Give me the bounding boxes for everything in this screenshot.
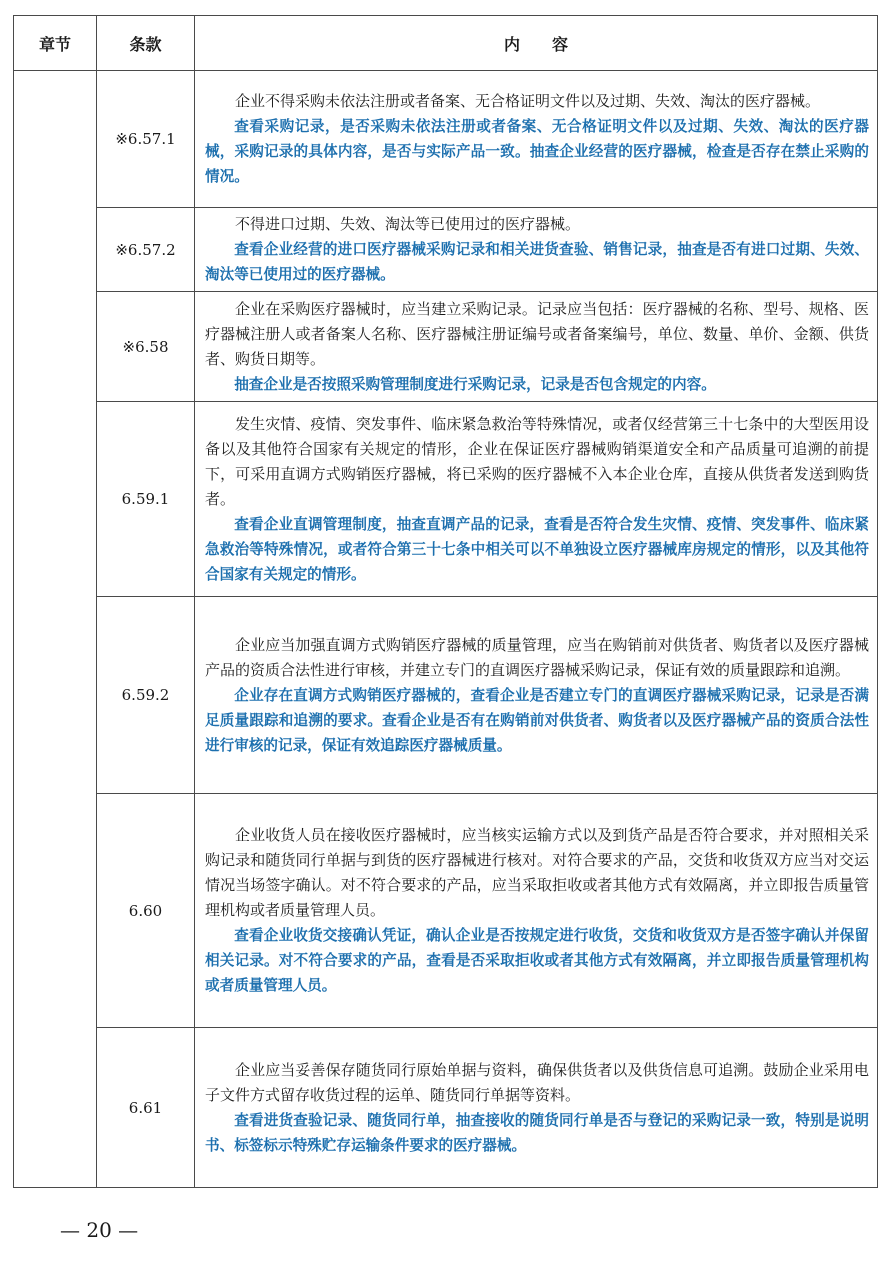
- requirement-text: 企业收货人员在接收医疗器械时，应当核实运输方式以及到货产品是否符合要求，并对照相关采购记录和随货同行单据与到货的医疗器械进行核对。对符合要求的产品，交货和收货双方应当对交运情况当场签字确认。对不符合要求的产品，应当采取拒收或者其他方式有效隔离，并立即报告质量管理机构或者质量管理人员。: [205, 826, 869, 919]
- table-row: [14, 402, 878, 597]
- inspection-text: 抽查企业是否按照采购管理制度进行采购记录，记录是否包含规定的内容。: [234, 375, 716, 393]
- content-cell: [195, 71, 878, 208]
- requirement-text: 企业不得采购未依法注册或者备案、无合格证明文件以及过期、失效、淘汰的医疗器械。: [235, 92, 821, 110]
- clause-number: ※6.57.2: [97, 208, 195, 292]
- clause-number: 6.59.2: [97, 597, 195, 794]
- table-row: [14, 292, 878, 402]
- inspection-text: 查看采购记录，是否采购未依法注册或者备案、无合格证明文件以及过期、失效、淘汰的医疗器械，采购记录的具体内容，是否与实际产品一致。抽查企业经营的医疗器械，检查是否存在禁止采购的情况。: [205, 118, 869, 185]
- requirement-text: 发生灾情、疫情、突发事件、临床紧急救治等特殊情况，或者仅经营第三十七条中的大型医用设备以及其他符合国家有关规定的情形，企业在保证医疗器械购销渠道安全和产品质量可追溯的前提下，可采用直调方式购销医疗器械，将已采购的医疗器械不入本企业仓库，直接从供货者发送到购货者。: [205, 414, 869, 508]
- content-cell: [195, 794, 878, 1028]
- content-cell: [195, 402, 878, 597]
- inspection-text: 查看企业经营的进口医疗器械采购记录和相关进货查验、销售记录，抽查是否有进口过期、失效、淘汰等已使用过的医疗器械。: [205, 241, 869, 283]
- content-cell: [195, 597, 878, 794]
- table-row: [14, 71, 878, 208]
- clause-number: ※6.57.1: [97, 71, 195, 208]
- requirement-text: 企业应当加强直调方式购销医疗器械的质量管理，应当在购销前对供货者、购货者以及医疗器械产品的资质合法性进行审核，并建立专门的直调医疗器械采购记录，保证有效的质量跟踪和追溯。: [205, 635, 869, 679]
- header-clause: 条款: [97, 16, 195, 71]
- requirement-text: 企业应当妥善保存随货同行原始单据与资料，确保供货者以及供货信息可追溯。鼓励企业采用电子文件方式留存收货过程的运单、随货同行单据等资料。: [205, 1060, 869, 1104]
- requirement-text: 不得进口过期、失效、淘汰等已使用过的医疗器械。: [235, 215, 581, 233]
- content-cell: [195, 1028, 878, 1188]
- table-row: [14, 1028, 878, 1188]
- inspection-text: 查看企业直调管理制度，抽查直调产品的记录，查看是否符合发生灾情、疫情、突发事件、临床紧急救治等特殊情况，或者符合第三十七条中相关可以不单独设立医疗器械库房规定的情形，以及其他符合国家有关规定的情形。: [205, 515, 869, 583]
- inspection-text: 查看企业收货交接确认凭证，确认企业是否按规定进行收货，交货和收货双方是否签字确认并保留相关记录。对不符合要求的产品，查看是否采取拒收或者其他方式有效隔离，并立即报告质量管理机构或者质量管理人员。: [205, 927, 869, 994]
- clause-number: 6.61: [97, 1028, 195, 1188]
- chapter-cell: [14, 71, 97, 1188]
- requirement-text: 企业在采购医疗器械时，应当建立采购记录。记录应当包括：医疗器械的名称、型号、规格、医疗器械注册人或者备案人名称、医疗器械注册证编号或者备案编号，单位、数量、单价、金额、供货者、购货日期等。: [205, 299, 869, 368]
- table-row: [14, 597, 878, 794]
- table-row: [14, 794, 878, 1028]
- page-number: — 20 —: [60, 1218, 139, 1242]
- content-cell: [195, 208, 878, 292]
- inspection-text: 查看进货查验记录、随货同行单，抽查接收的随货同行单是否与登记的采购记录一致，特别是说明书、标签标示特殊贮存运输条件要求的医疗器械。: [205, 1111, 869, 1154]
- table-header-row: [14, 16, 878, 71]
- header-chapter: 章节: [14, 16, 97, 71]
- clause-number: 6.59.1: [97, 402, 195, 597]
- clause-number: 6.60: [97, 794, 195, 1028]
- clause-number: ※6.58: [97, 292, 195, 402]
- header-content: 内 容: [195, 16, 878, 71]
- inspection-table: [13, 15, 878, 1188]
- content-cell: [195, 292, 878, 402]
- inspection-text: 企业存在直调方式购销医疗器械的，查看企业是否建立专门的直调医疗器械采购记录，记录是否满足质量跟踪和追溯的要求。查看企业是否有在购销前对供货者、购货者以及医疗器械产品的资质合法性进行审核的记录，保证有效追踪医疗器械质量。: [205, 686, 869, 754]
- table-row: [14, 208, 878, 292]
